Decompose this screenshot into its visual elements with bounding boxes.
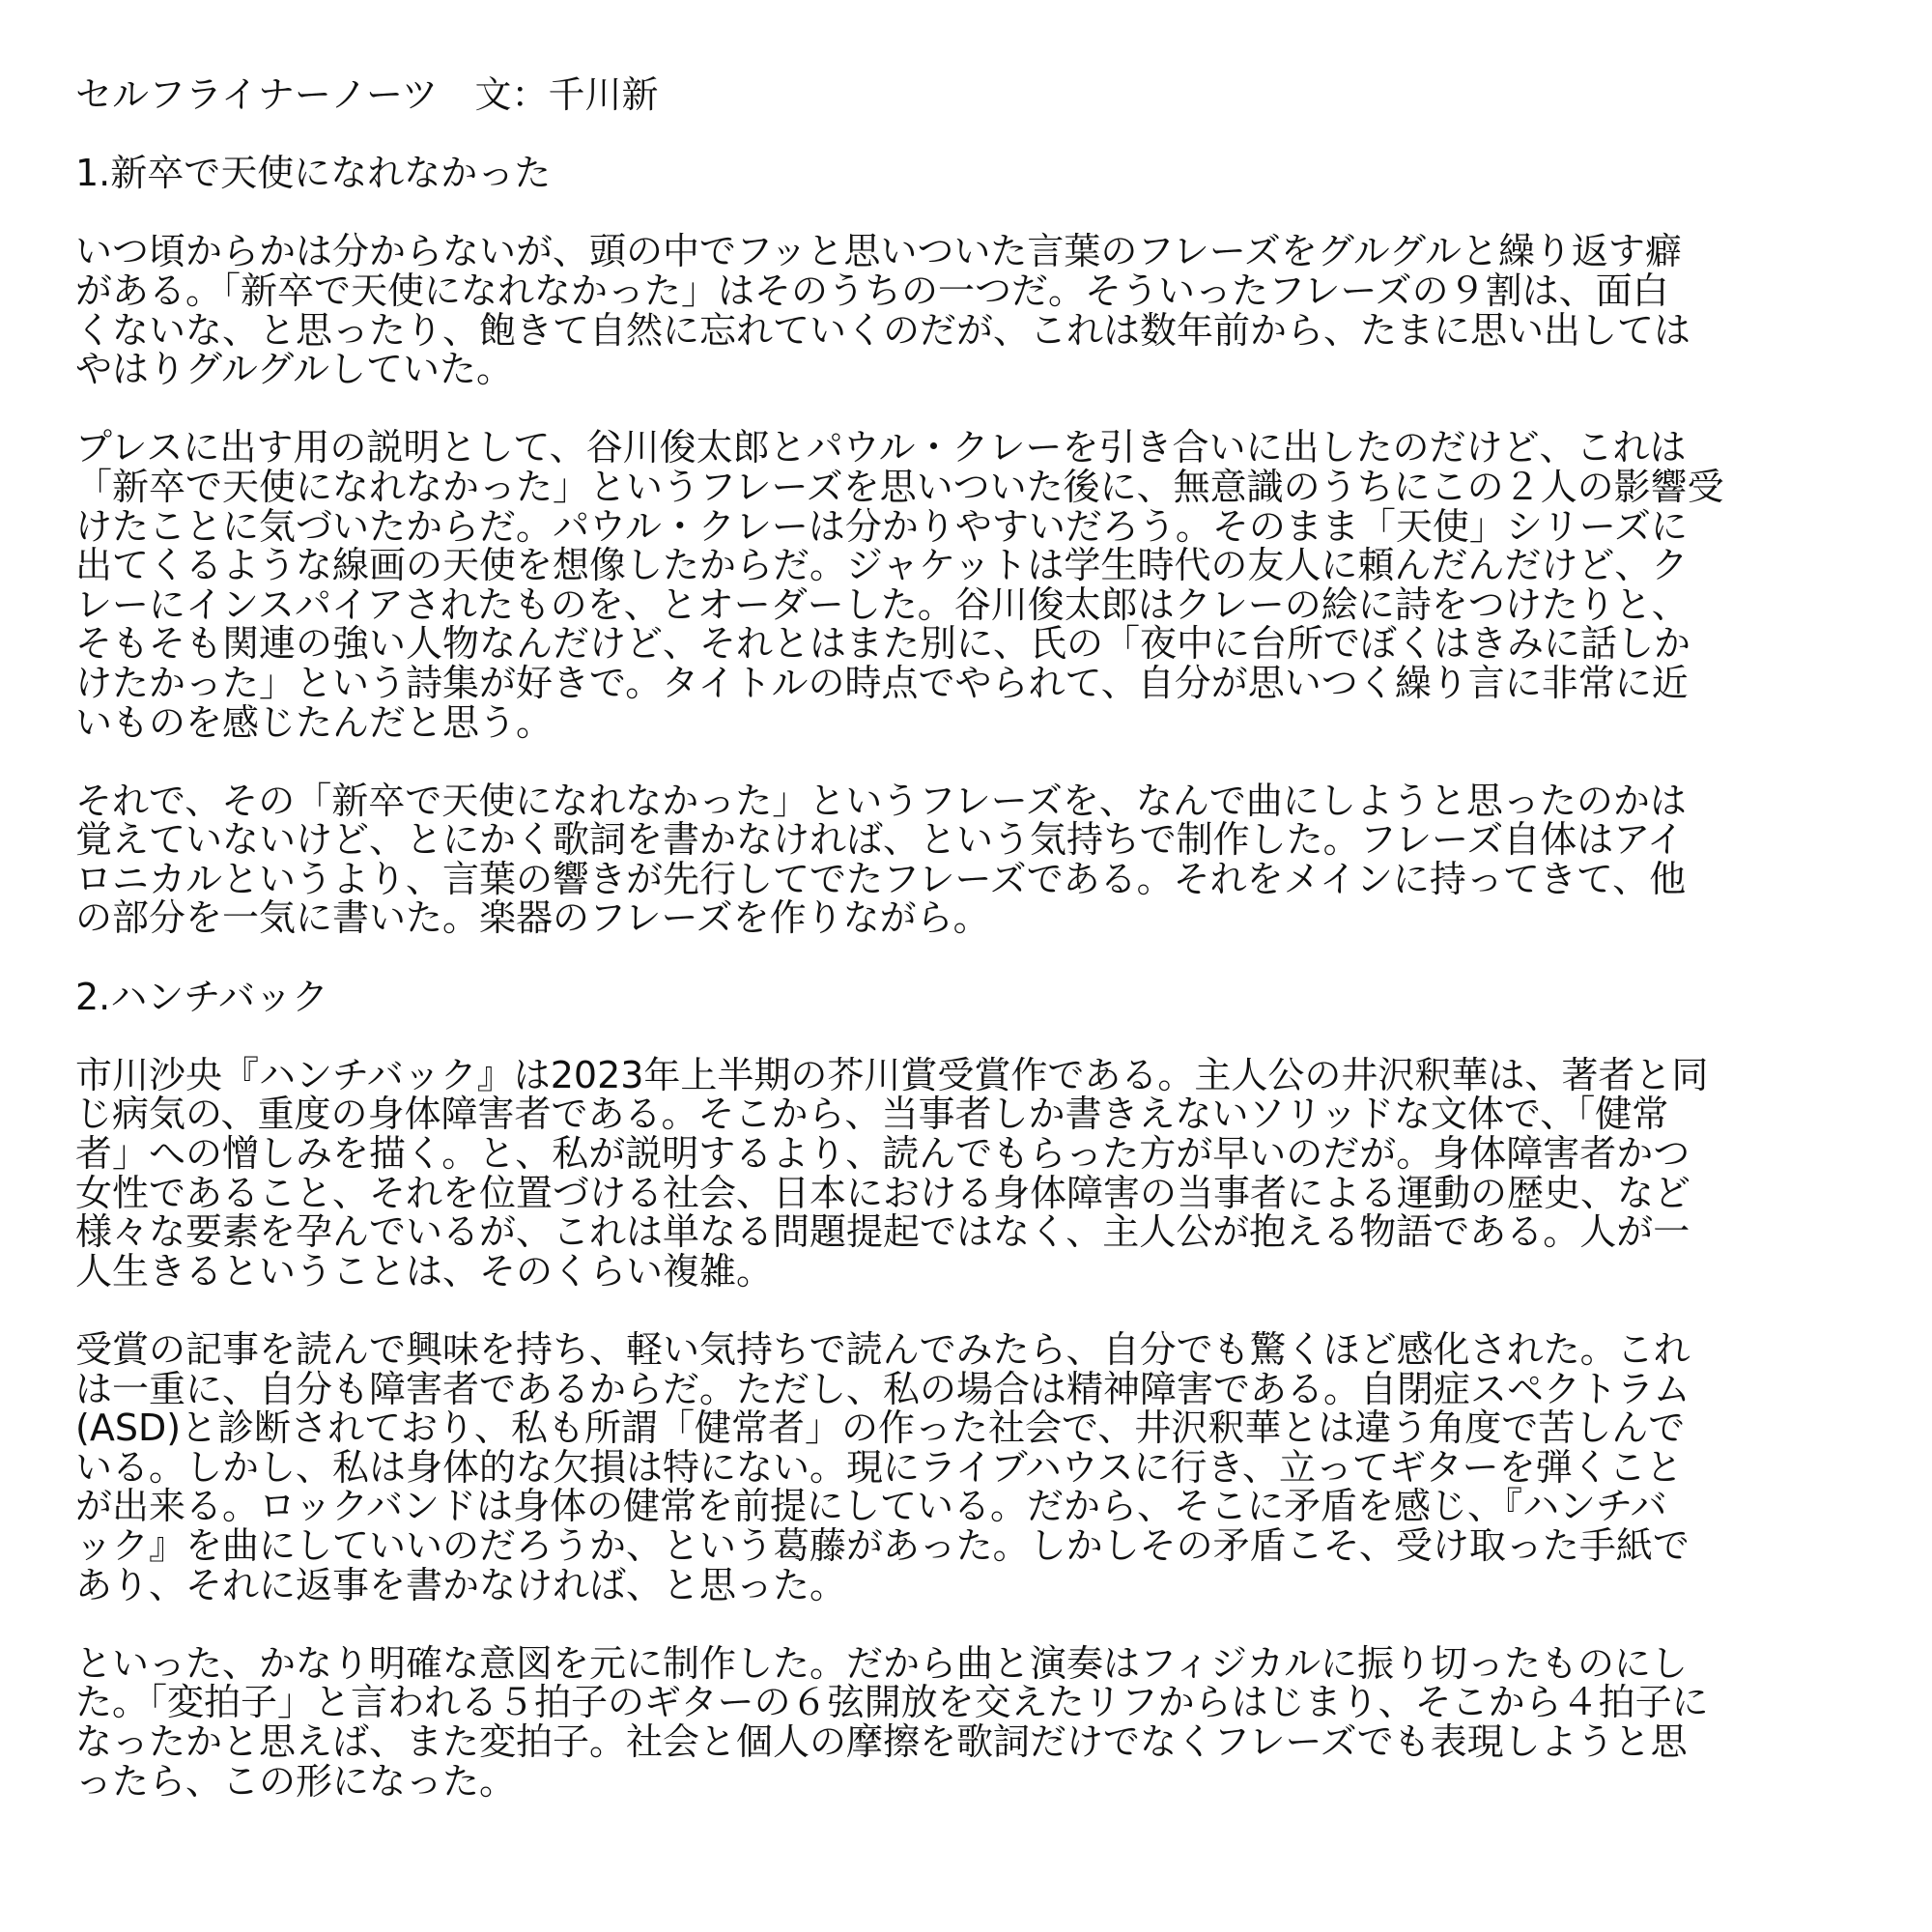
text-line: そもそも関連の強い人物なんだけど、それとはまた別に、氏の「夜中に台所でぼくはきみに話しか [75, 622, 1691, 666]
text-line: ック』を曲にしていいのだろうか、という葛藤があった。しかしその矛盾こそ、受け取った手紙で [75, 1523, 1690, 1567]
document [75, 75, 1872, 1840]
text-line: レーにインスパイアされたものを、とオーダーした。谷川俊太郎はクレーの絵に詩をつけたりと、 [75, 582, 1689, 626]
text-line: プレスに出す用の説明として、谷川俊太郎とパウル・クレーを引き合いに出したのだけど、これは [75, 426, 1687, 469]
text-line: (ASD)と診断されており、私も所謂「健常者」の作った社会で、井沢釈華とは違う角度で苦しんで [75, 1406, 1686, 1450]
document-title: セルフライナーノーツ 文：千川新 [75, 73, 659, 116]
text-line: けたかった」という詩集が好きで。タイトルの時点でやられて、自分が思いつく繰り言に非常に近 [75, 661, 1689, 704]
text-line: やはりグルグルしていた。 [75, 348, 513, 391]
text-line: ロニカルというより、言葉の響きが先行してでたフレーズである。それをメインに持ってきて、他 [75, 857, 1687, 900]
paragraph [75, 230, 1872, 391]
text-line: は一重に、自分も障害者であるからだ。ただし、私の場合は精神障害である。自閉症スペクトラム [75, 1367, 1690, 1410]
paragraph [75, 1053, 1872, 1293]
text-line: けたことに気づいたからだ。パウル・クレーは分かりやすいだろう。そのまま「天使」シリーズに [75, 504, 1688, 548]
text-line: た。「変拍子」と言われる５拍子のギターの６弦開放を交えたリフからはじまり、そこから４拍子に [75, 1681, 1709, 1724]
text-line: 様々な要素を孕んでいるが、これは単なる問題提起ではなく、主人公が抱える物語である。人が一 [75, 1210, 1690, 1254]
text-line: ったら、この形になった。 [75, 1759, 517, 1803]
paragraph [75, 1641, 1872, 1803]
text-line: 市川沙央『ハンチバック』は2023年上半期の芥川賞受賞作である。主人公の井沢釈華は、著者と同 [75, 1053, 1709, 1096]
text-line: 出てくるような線画の天使を想像したからだ。ジャケットは学生時代の友人に頼んだんだけど、ク [75, 544, 1689, 587]
section-heading-2: 2.ハンチバック [75, 975, 328, 1018]
text-line: いる。しかし、私は身体的な欠損は特にない。現にライブハウスに行き、立ってギターを弾くこと [75, 1445, 1683, 1489]
text-line: じ病気の、重度の身体障害者である。そこから、当事者しか書きえないソリッドな文体で、「健常 [75, 1093, 1669, 1136]
text-line: といった、かなり明確な意図を元に制作した。だから曲と演奏はフィジカルに振り切ったものにし [75, 1641, 1688, 1685]
paragraph [75, 428, 1872, 742]
text-line: なったかと思えば、また変拍子。社会と個人の摩擦を歌詞だけでなくフレーズでも表現しようと思 [75, 1719, 1688, 1763]
text-line: あり、それに返事を書かなければ、と思った。 [75, 1563, 847, 1606]
section-heading-1: 1.新卒で天使になれなかった [75, 152, 552, 195]
text-line: それで、その「新卒で天使になれなかった」というフレーズを、なんで曲にしようと思ったのかは [75, 779, 1687, 822]
text-line: 受賞の記事を読んで興味を持ち、軽い気持ちで読んでみたら、自分でも驚くほど感化された。これ [75, 1328, 1690, 1371]
text-line: 者」への憎しみを描く。と、私が説明するより、読んでもらった方が早いのだが。身体障害者かつ [75, 1132, 1690, 1176]
text-line: 覚えていないけど、とにかく歌詞を書かなければ、という気持ちで制作した。フレーズ自体はアイ [75, 818, 1684, 862]
text-line: くないな、と思ったり、飽きて自然に忘れていくのだが、これは数年前から、たまに思い出しては [75, 308, 1691, 352]
paragraph [75, 1330, 1872, 1605]
text-line: いものを感じたんだと思う。 [75, 700, 554, 744]
text-line: 「新卒で天使になれなかった」というフレーズを思いついた後に、無意識のうちにこの２人の影響受 [75, 465, 1724, 508]
text-line: がある。「新卒で天使になれなかった」はそのうちの一つだ。そういったフレーズの９割は、面白 [75, 269, 1669, 312]
text-line: いつ頃からかは分からないが、頭の中でフッと思いついた言葉のフレーズをグルグルと繰り返す癖 [75, 230, 1682, 273]
paragraph [75, 781, 1872, 938]
text-line: が出来る。ロックバンドは身体の健常を前提にしている。だから、そこに矛盾を感じ、『ハンチバ [75, 1485, 1667, 1528]
text-line: 人生きるということは、そのくらい複雑。 [75, 1249, 774, 1293]
text-line: 女性であること、それを位置づける社会、日本における身体障害の当事者による運動の歴史、など [75, 1171, 1691, 1214]
text-line: の部分を一気に書いた。楽器のフレーズを作りながら。 [75, 896, 990, 940]
